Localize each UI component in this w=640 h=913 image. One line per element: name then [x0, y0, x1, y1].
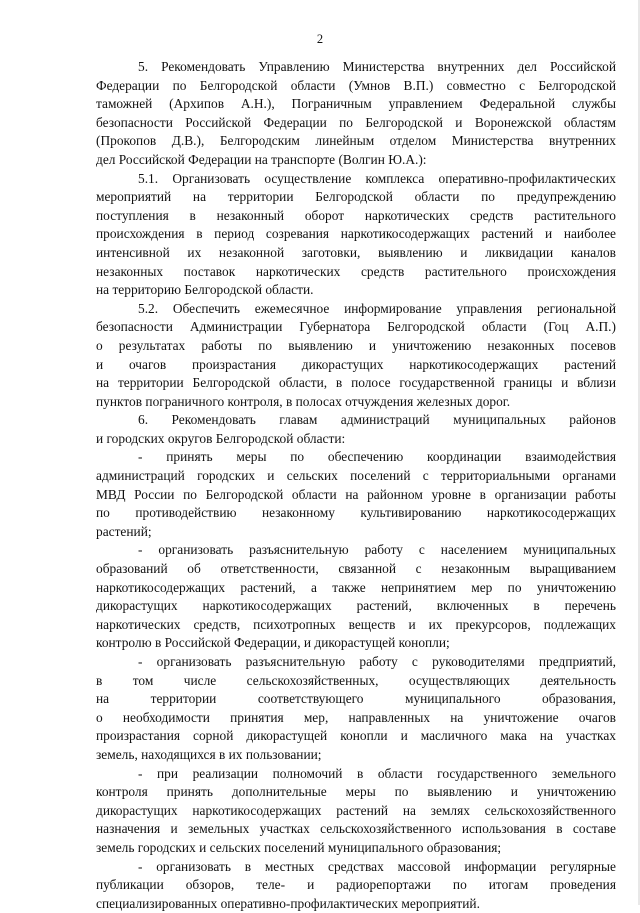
text-line: незаконных поставок наркотических средств растительного происхождения — [96, 263, 616, 279]
text-line: произрастания сорной дикорастущей конопли и масличного мака на участках — [96, 728, 616, 744]
text-line: происхождения в период созревания наркотикосодержащих растений и наиболее — [96, 226, 616, 242]
text-line: поступления в незаконный оборот наркотических средств растительного — [96, 207, 616, 223]
text-line: о необходимости принятия мер, направленных на уничтожение очагов — [96, 709, 616, 725]
text-line: таможней (Архипов А.Н.), Пограничным управлением Федеральной службы — [96, 96, 616, 112]
text-line: интенсивной их незаконной заготовки, выявлению и ликвидации каналов — [96, 244, 616, 260]
text-line: по противодействию незаконному культивированию наркотикосодержащих — [96, 505, 616, 521]
text-line: на территории Белгородской области, в полосе государственной границы и вблизи — [96, 375, 616, 391]
page-number: 2 — [316, 32, 324, 46]
text-line: наркотических средств, психотропных веществ и их прекурсоров, подлежащих — [96, 616, 616, 632]
text-line: - при реализации полномочий в области государственного земельного — [138, 765, 616, 781]
paragraph — [96, 58, 616, 170]
text-line: - организовать разъяснительную работу с руководителями предприятий, — [138, 654, 616, 669]
text-line: 5.2. Обеспечить ежемесячное информирование управления региональной — [138, 300, 616, 316]
text-line: образований об ответственности, связанной с незаконным выращиванием — [96, 561, 616, 577]
text-line: - организовать разъяснительную работу с населением муниципальных — [138, 542, 616, 558]
text-line: земель, находящихся в их пользовании; — [96, 746, 322, 762]
text-line: публикации обзоров, теле- и радиорепортажи по итогам проведения — [96, 877, 616, 893]
text-line: безопасности Российской Федерации по Белгородской и Воронежской областям — [96, 114, 616, 130]
text-line: 5.1. Организовать осуществление комплекса оперативно-профилактических — [138, 170, 616, 186]
paragraph — [96, 448, 616, 541]
text-line: растений; — [96, 523, 152, 539]
document-body — [96, 58, 616, 913]
paragraph — [96, 541, 616, 653]
text-line: мероприятий на территории Белгородской области по предупреждению — [96, 189, 616, 205]
text-line: наркотикосодержащих растений, а также непринятием мер по уничтожению — [96, 579, 616, 595]
paragraph — [96, 411, 616, 448]
text-line: администраций городских и сельских поселений с территориальными органами — [96, 468, 616, 484]
paragraph — [96, 300, 616, 412]
text-line: дикорастущих наркотикосодержащих растений, включенных в перечень — [96, 598, 616, 614]
text-line: и очагов произрастания дикорастущих наркотикосодержащих растений — [96, 356, 616, 372]
text-line: дел Российской Федерации на транспорте (Волгин Ю.А.): — [96, 151, 427, 167]
text-line: 5. Рекомендовать Управлению Министерства внутренних дел Российской — [138, 59, 616, 74]
text-line: на территорию Белгородской области. — [96, 282, 314, 298]
text-line: контроля принять дополнительные меры по выявлению и уничтожению — [96, 784, 616, 800]
text-line: на территории соответствующего муниципального образования, — [96, 691, 616, 707]
paragraph — [96, 653, 616, 765]
text-line: безопасности Администрации Губернатора Белгородской области (Гоц А.П.) — [96, 319, 616, 335]
text-line: в том числе сельскохозяйственных, осуществляющих деятельность — [96, 672, 616, 688]
text-line: и городских округов Белгородской области: — [96, 430, 346, 446]
text-line: пунктов пограничного контроля, в полосах отчуждения железных дорог. — [96, 393, 511, 409]
text-line: - организовать в местных средствах массовой информации регулярные — [138, 858, 616, 874]
text-line: назначения и земельных участках сельскохозяйственного использования в составе — [96, 821, 616, 837]
text-line: специализированных оперативно-профилактических мероприятий. — [96, 895, 480, 911]
text-line: дикорастущих наркотикосодержащих растений на землях сельскохозяйственного — [96, 802, 616, 818]
text-line: Федерации по Белгородской области (Умнов В.П.) совместно с Белгородской — [96, 77, 616, 93]
text-line: контролю в Российской Федерации, и дикорастущей конопли; — [96, 635, 450, 651]
text-line: о результатах работы по выявлению и уничтожению незаконных посевов — [96, 337, 616, 353]
text-line: земель городских и сельских поселений муниципального образования; — [96, 839, 502, 855]
paragraph — [96, 765, 616, 858]
text-line: (Прокопов Д.В.), Белгородским линейным отделом Министерства внутренних — [96, 133, 616, 149]
text-line: - принять меры по обеспечению координации взаимодействия — [138, 449, 616, 465]
paragraph — [96, 170, 616, 300]
text-line: 6. Рекомендовать главам администраций муниципальных районов — [138, 412, 616, 428]
text-line: МВД России по Белгородской области на районном уровне в организации работы — [96, 486, 616, 502]
